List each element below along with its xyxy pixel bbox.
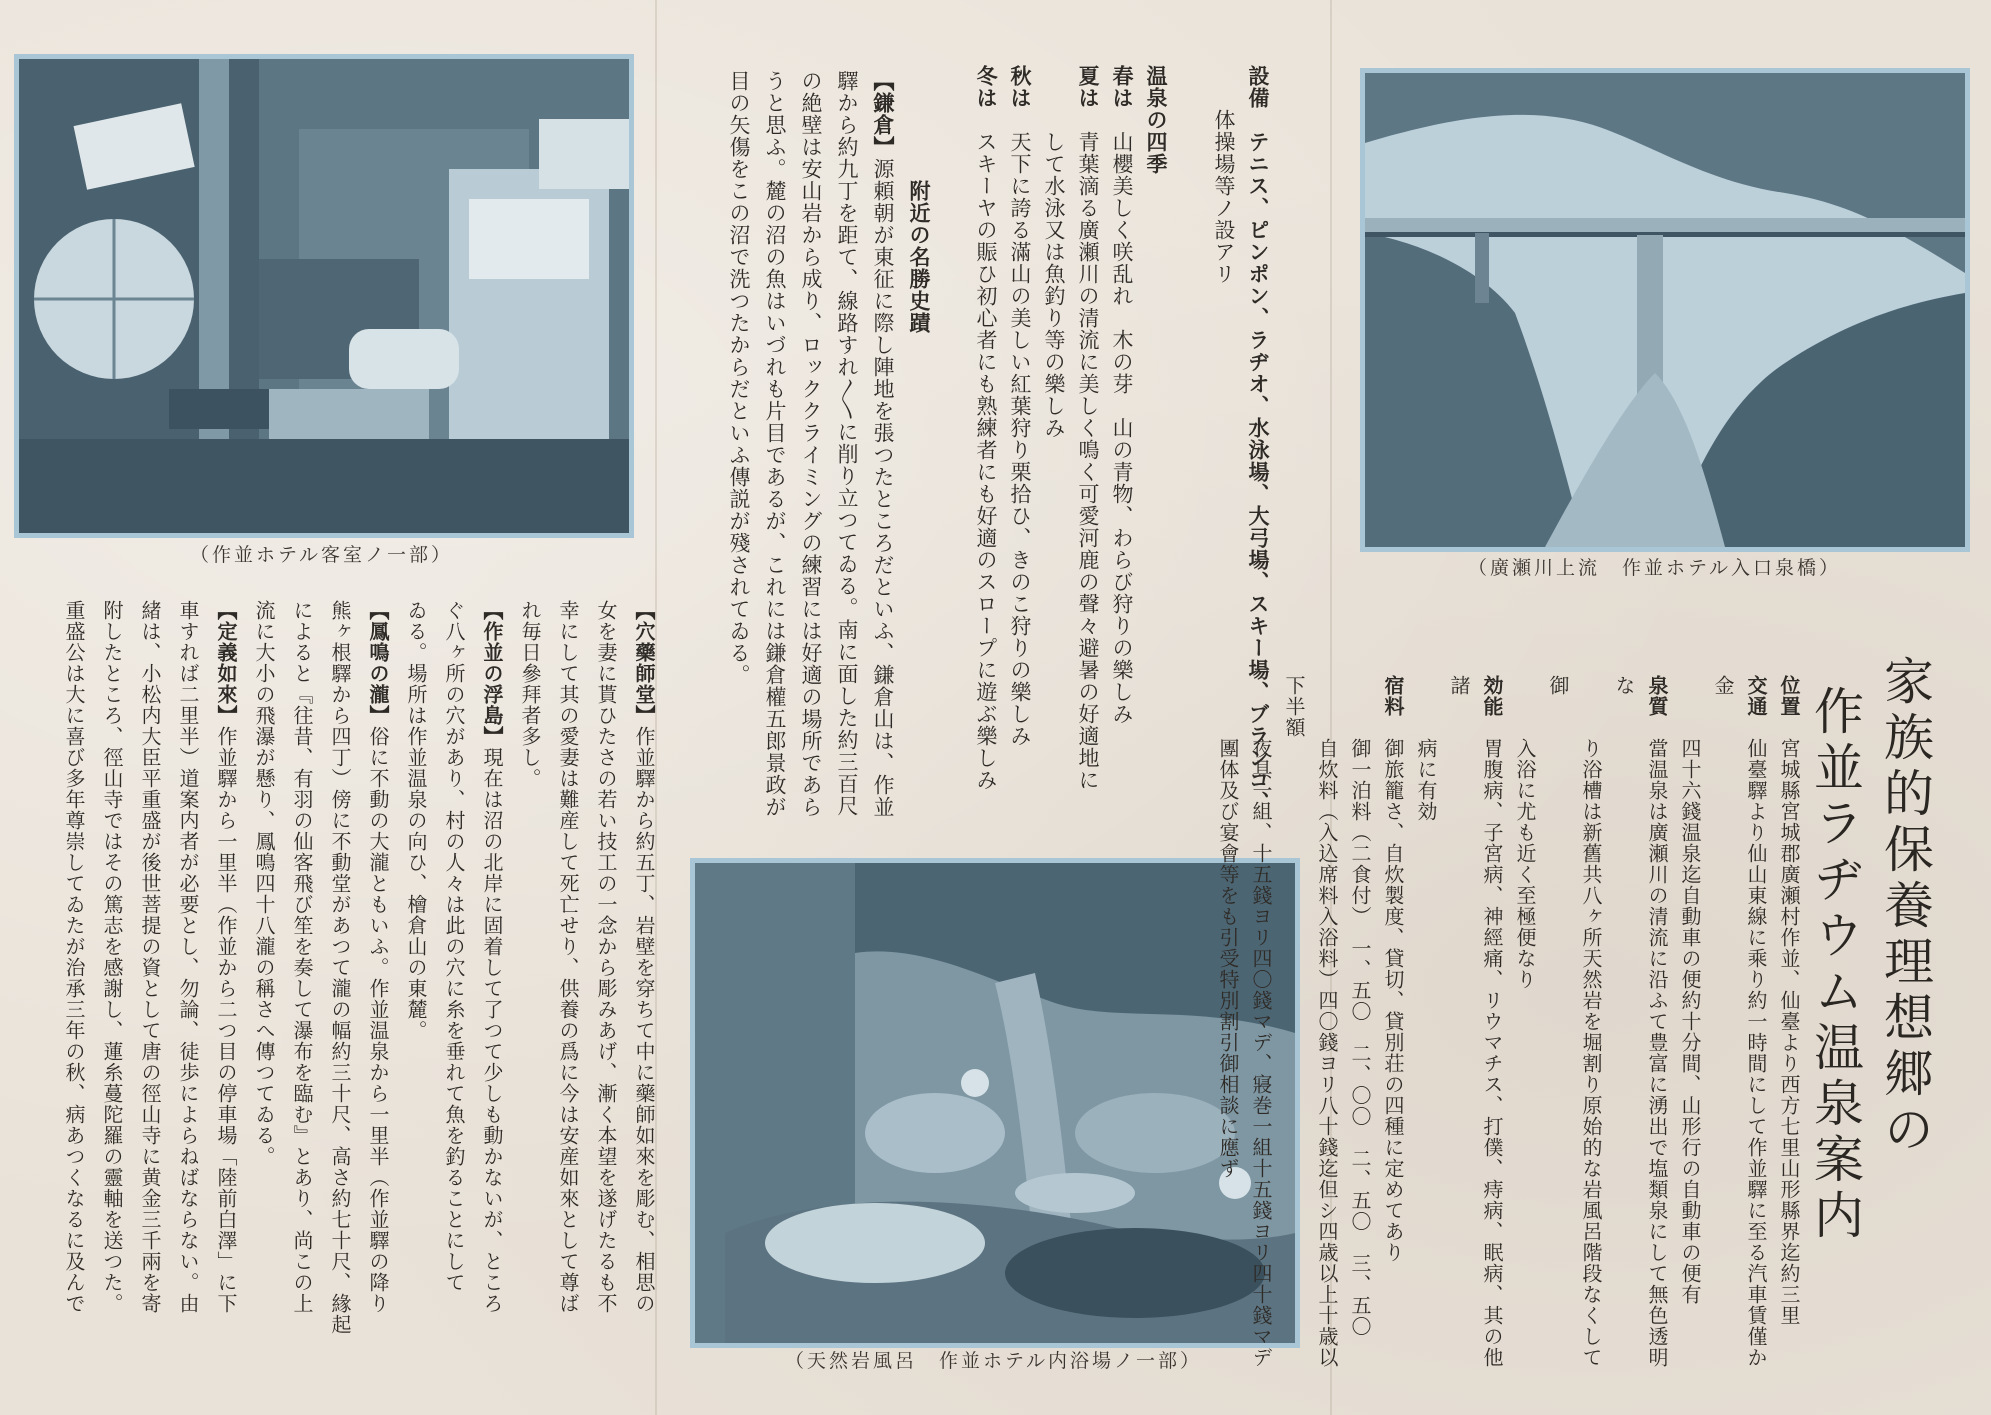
legend-line: [435, 600, 473, 1390]
info-line: [1508, 675, 1541, 1375]
legends-section: [38, 600, 663, 1390]
season-line: [1105, 65, 1139, 825]
photo-rock-bath: [690, 858, 1300, 1348]
facilities-line: [1241, 65, 1275, 825]
info-line: [1343, 675, 1376, 1375]
sights-section: [712, 70, 937, 830]
info-text: 病に有効: [1414, 738, 1438, 822]
legend-text: ぐ八ヶ所の穴があり、村の人々は此の穴に糸を垂れて魚を釣ることにして: [442, 600, 466, 1293]
legend-text: 俗に不動の大瀧ともいふ。作並温泉から一里半（作並驛の降り: [366, 726, 390, 1314]
info-label: 宿料: [1381, 675, 1405, 717]
info-line: [1673, 675, 1706, 1375]
guest-room-caption: （作並ホテル客室ノ一部）: [190, 544, 454, 566]
season-label: 秋は: [1008, 65, 1033, 109]
info-text: 夜具一組、十五錢ヨリ四〇錢マデ、寢巻一組十五錢ヨリ四十錢マデ: [1249, 738, 1273, 1368]
season-line: [1003, 65, 1037, 825]
info-text: 四十六錢温泉迄自動車の便約十分間、山形行の自動車の便有: [1678, 738, 1702, 1305]
legend-label: 【穴藥師堂】: [632, 600, 656, 726]
kamakura-label: 【鎌倉】: [871, 70, 896, 158]
facilities-text: テニス、ピンポン、ラヂオ、水泳場、大弓場、スキー場、ブランコ、: [1246, 131, 1271, 813]
season-text: スキーヤの賑ひ初心者にも熟練者にも好適のスロープに遊ぶ樂しみ: [974, 131, 998, 791]
legend-line: [587, 600, 625, 1390]
legend-line: [131, 600, 169, 1390]
legend-label: 【作並の浮島】: [480, 600, 504, 747]
info-text: 宮城縣宮城郡廣瀬村作並、仙臺より西方七里山形縣界迄約三里: [1777, 738, 1801, 1326]
season-line: [969, 65, 1003, 825]
legend-text: 附したところ、徑山寺ではその篤志を感謝し、蓮糸蔓陀羅の靈軸を送つた。: [100, 600, 124, 1314]
info-text: 團体及び宴會等をも引受特別割引御相談に應ず: [1216, 738, 1240, 1179]
season-label: 春は: [1110, 65, 1135, 109]
info-label: 効能: [1480, 675, 1504, 717]
kamakura-text: の絶壁は安山岩から成り、ロッククライミングの練習には好適の場所であら: [799, 70, 823, 818]
legend-text: 緒は、小松内大臣平重盛が後世菩提の資として唐の徑山寺に黄金三千兩を寄: [138, 600, 162, 1314]
kamakura-text: 目の矢傷をこの沼で洗つたからだといふ傳説が殘されてゐる。: [727, 70, 751, 686]
kamakura-line: [793, 70, 829, 830]
info-line: [1541, 675, 1607, 1375]
legend-line: [359, 600, 397, 1390]
info-text: 當温泉は廣瀬川の清流に沿ふて豊富に湧出で塩類泉にして無色透明な: [1612, 675, 1669, 1368]
info-label: 交通: [1744, 675, 1768, 717]
guest-room-illustration: [19, 59, 629, 533]
kamakura-text: 源頼朝が東征に際し陣地を張つたところだといふ、鎌倉山は、作並: [871, 158, 895, 818]
season-line: [1071, 65, 1105, 825]
seasons-heading-line: [1139, 65, 1173, 825]
facilities-seasons-section: [955, 65, 1275, 825]
facilities-sub: [1207, 65, 1241, 825]
legend-line: [321, 600, 359, 1390]
bridge-caption: （廣瀬川上流 作並ホテル入口泉橋）: [1468, 557, 1842, 579]
kamakura-text: 驛から約九丁を距て、線路すれ〳〵に削り立つてゐる。南に面した約三百尺: [835, 70, 859, 817]
rock-bath-caption: （天然岩風呂 作並ホテル内浴場ノ一部）: [785, 1350, 1203, 1372]
info-section: [1216, 675, 1805, 1375]
legend-text: 熊ヶ根驛から四丁）傍に不動堂があつて瀧の幅約三十尺、高さ約七十尺、緣起: [328, 600, 352, 1335]
legend-text: 車すれば二里半）道案内者が必要とし、勿論、徒歩によらねばならない。由: [176, 600, 200, 1314]
legend-line: [625, 600, 663, 1390]
kamakura-line: [865, 70, 901, 830]
info-line: [1607, 675, 1673, 1375]
info-text: 自炊料（入込席料入浴料）四〇錢ヨリ八十錢迄但シ四歳以上十歳以下半額: [1282, 675, 1339, 1368]
kamakura-text: うと思ふ。麓の沼の魚はいづれも片目であるが、これには鎌倉權五郎景政が: [763, 70, 787, 818]
info-label: 泉質: [1645, 675, 1669, 717]
info-line: [1277, 675, 1343, 1375]
legend-text: 幸にして其の愛妻は難産して死亡せり、供養の爲に今は安産如來として尊ば: [556, 600, 580, 1314]
legend-text: によると『往昔、有羽の仙客飛び笙を奏して瀑布を臨む』とあり、尚この上: [290, 600, 314, 1314]
legend-line: [549, 600, 587, 1390]
legend-text: 作並驛から一里半（作並から二つ目の停車場「陸前白澤」に下: [214, 726, 238, 1314]
kamakura-line: [829, 70, 865, 830]
info-text: 入浴に尤も近く至極便なり: [1513, 738, 1537, 990]
legend-text: 重盛公は大に喜び多年尊崇してゐたが治承三年の秋、病あつくなるに及んで: [62, 600, 86, 1314]
info-line: [1706, 675, 1772, 1375]
season-label: 夏は: [1076, 65, 1101, 109]
brochure-title-line2: 作並ラヂウム温泉案内: [1806, 685, 1864, 1245]
info-line: [1409, 675, 1442, 1375]
legend-line: [511, 600, 549, 1390]
legend-line: [397, 600, 435, 1390]
legend-text: 女を妻に貰ひたさの若い技工の一念から彫みあげ、漸く本望を遂げたるも不: [594, 600, 618, 1314]
info-label: 位置: [1777, 675, 1801, 717]
legend-text: 作並驛から約五丁、岩壁を穿ちて中に藥師如來を彫む、相思の: [632, 726, 656, 1314]
bridge-illustration: [1365, 73, 1965, 547]
kamakura-line: [721, 70, 757, 830]
legend-text: 流に大小の飛瀑が懸り、鳳鳴四十八瀧の稱さへ傳つてゐる。: [252, 600, 276, 1167]
info-line: [1772, 675, 1805, 1375]
info-text: 胃腹病、子宮病、神經痛、リウマチス、打僕、痔病、眠病、其の他諸: [1447, 675, 1504, 1368]
season-text: 天下に誇る滿山の美しい紅葉狩り栗拾ひ、きのこ狩りの樂しみ: [1008, 131, 1032, 747]
legend-line: [207, 600, 245, 1390]
legend-label: 【鳳鳴の瀧】: [366, 600, 390, 726]
legend-line: [283, 600, 321, 1390]
season-line: [1037, 65, 1071, 825]
season-label: 冬は: [974, 65, 999, 109]
sights-heading: 附近の名勝史蹟: [907, 180, 932, 334]
legend-line: [473, 600, 511, 1390]
info-line: [1442, 675, 1508, 1375]
legend-text: れ毎日參拜者多し。: [518, 600, 542, 789]
photo-guest-room: [14, 54, 634, 538]
legend-line: [93, 600, 131, 1390]
facilities-sub-text: 体操場等ノ設アリ: [1212, 109, 1236, 285]
legend-text: ゐる。場所は作並温泉の向ひ、檜倉山の東麓。: [404, 600, 428, 1041]
sights-heading-line: [901, 70, 937, 830]
info-text: 御一泊料（二食付） 一、五〇 二、〇〇 二、五〇 三、五〇: [1348, 738, 1372, 1337]
info-text: 御旅籠さ、自炊製度、貸切、貸別荘の四種に定めてあり: [1381, 738, 1405, 1263]
photo-bridge: [1360, 68, 1970, 552]
seasons-heading: 温泉の四季: [1144, 65, 1169, 175]
info-line: [1376, 675, 1409, 1375]
season-text: 青葉滴る廣瀬川の清流に美しく鳴く可愛河鹿の聲々避暑の好適地に: [1076, 131, 1100, 791]
legend-line: [169, 600, 207, 1390]
season-text: 山櫻美しく咲乱れ 木の芽 山の青物、わらび狩りの樂しみ: [1110, 131, 1134, 725]
legend-line: [55, 600, 93, 1390]
legend-text: 現在は沼の北岸に固着して了つて少しも動かないが、ところ: [480, 747, 504, 1314]
rock-bath-illustration: [695, 863, 1295, 1343]
brochure-title-line1: 家族的保養理想郷の: [1876, 655, 1934, 1159]
legend-line: [245, 600, 283, 1390]
legend-label: 【定義如來】: [214, 600, 238, 726]
info-text: 仙臺驛より仙山東線に乘り約一時間にして作並驛に至る汽車賃僅か金: [1711, 675, 1768, 1368]
kamakura-line: [757, 70, 793, 830]
facilities-label: 設備: [1246, 65, 1271, 109]
info-text: り浴槽は新舊共八ヶ所天然岩を堀割り原始的な岩風呂階段なくして御: [1546, 675, 1603, 1368]
season-text: して水泳又は魚釣り等の樂しみ: [1042, 131, 1066, 439]
